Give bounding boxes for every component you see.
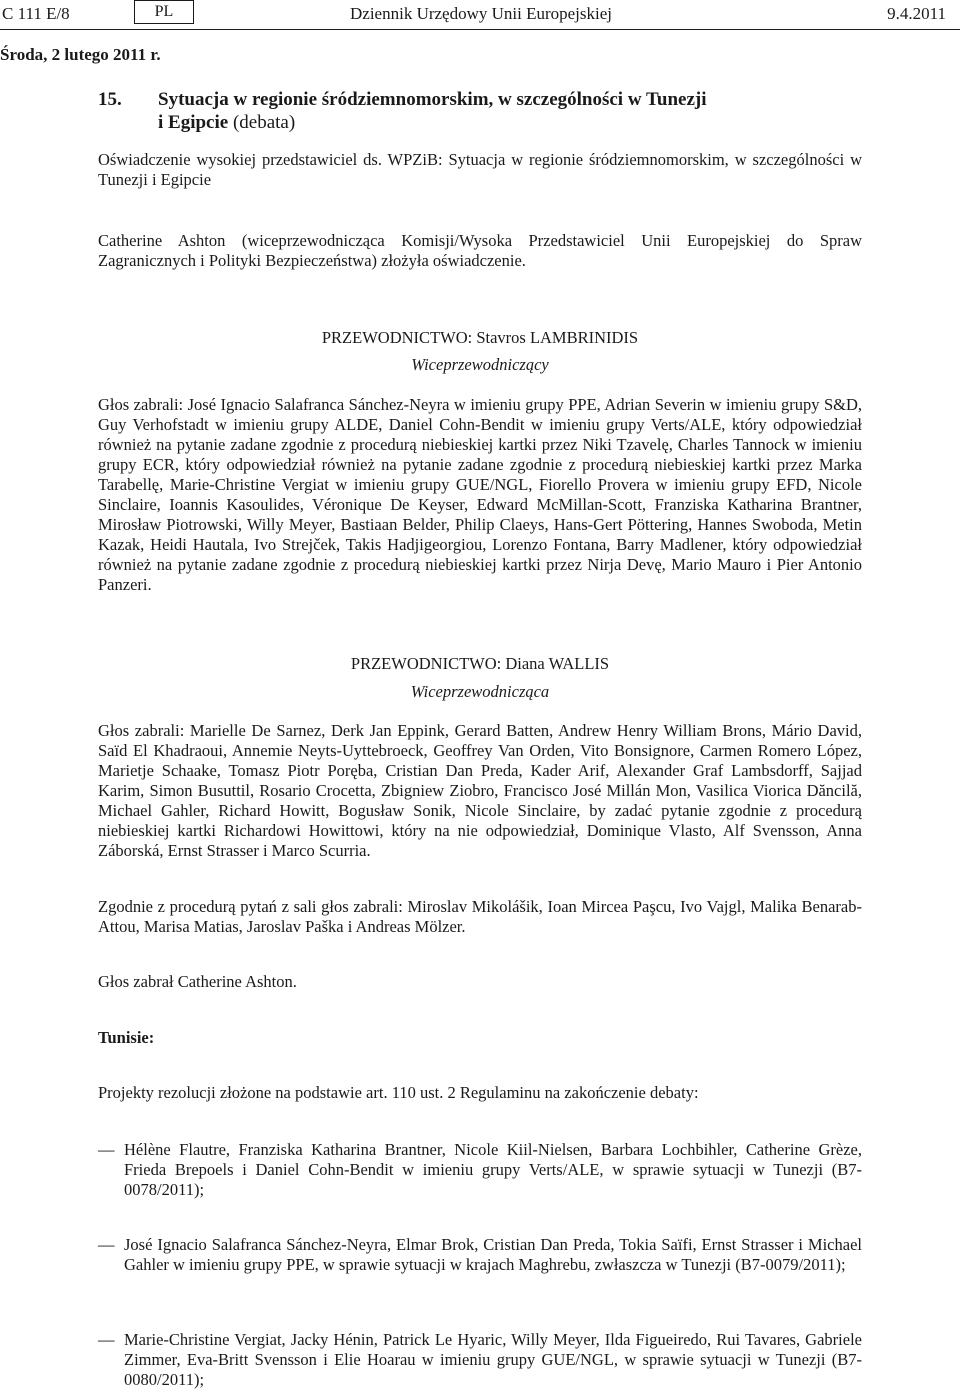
resolution-item (98, 1330, 862, 1390)
ashton-final-paragraph: Głos zabrał Catherine Ashton. (98, 972, 297, 991)
sitting-date: Środa, 2 lutego 2011 r. (0, 45, 161, 64)
ashton-statement-paragraph: Catherine Ashton (wiceprzewodnicząca Komisji/Wysoka Przedstawiciel Unii Europejskiej do Spraw Zagranicznych i Polityki Bezpieczeństwa) złożyła oświadczenie. (98, 231, 862, 270)
page-header (0, 0, 960, 30)
speakers-paragraph-1: Głos zabrali: José Ignacio Salafranca Sánchez-Neyra w imieniu grupy PPE, Adrian Severin w imieniu grupy S&D, Guy Verhofstadt w imieniu grupy ALDE, Daniel Cohn-Bendit w imieniu grupy Verts/ALE, który odpowiedział również na pytanie zadane zgodnie z procedurą niebieskiej kartki przez Niki Tzavelę, Charles Tannock w imieniu grupy ECR, który odpowiedział również na pytanie zadane zgodnie z procedurą niebieskiej kartki przez Marka Tarabellę, Marie-Christine Vergiat w imieniu grupy GUE/NGL, Fiorello Provera w imieniu grupy EFD, Nicole Sinclaire, Ioannis Kasoulides, Véronique De Keyser, Edward McMillan-Scott, Franziska Katharina Brantner, Mirosław Piotrowski, Willy Meyer, Bastiaan Belder, Philip Claeys, Hans-Gert Pöttering, Hannes Swoboda, Metin Kazak, Heidi Hautala, Ivo Strejček, Takis Hadjigeorgiou, Lorenzo Fontana, Barry Madlener, który odpowiedział również na pytanie zadane zgodnie z procedurą niebieskiej kartki przez Nirja Devę, Mario Mauro i Pier Antonio Panzeri. (98, 395, 862, 594)
resolutions-intro: Projekty rezolucji złożone na podstawie art. 110 ust. 2 Regulaminu na zakończenie debaty: (98, 1083, 699, 1102)
section-number: 15. (98, 89, 122, 110)
section-heading (98, 88, 878, 134)
section-title-line2: i Egipcie (158, 112, 229, 133)
catch-the-eye-paragraph: Zgodnie z procedurą pytań z sali głos zabrali: Miroslav Mikolášik, Ioan Mircea Paşcu, Ivo Vajgl, Malika Benarab-Attou, Marisa Matias, Jaroslav Paška i Andreas Mölzer. (98, 897, 862, 936)
resolution-item (98, 1140, 862, 1200)
resolution-text: Marie-Christine Vergiat, Jacky Hénin, Patrick Le Hyaric, Willy Meyer, Ilda Figueiredo, Rui Tavares, Gabriele Zimmer, Eva-Britt Svensson i Elie Hoarau w imieniu grupy GUE/NGL, w sprawie sytuacji w Tunezji (B7-0080/2011); (124, 1330, 862, 1389)
section-title-suffix: (debata) (228, 112, 296, 133)
resolution-text: Hélène Flautre, Franziska Katharina Brantner, Nicole Kiil-Nielsen, Barbara Lochbihler, Catherine Grèze, Frieda Brepoels i Daniel Cohn-Bendit w imieniu grupy Verts/ALE, w sprawie sytuacji w Tunezji (B7-0078/2011); (124, 1140, 862, 1199)
publication-date: 9.4.2011 (887, 4, 946, 23)
chair-heading-2: PRZEWODNICTWO: Diana WALLIS (350, 654, 610, 673)
section-title-line1: Sytuacja w regionie śródziemnomorskim, w szczególności w Tunezji (158, 89, 707, 110)
chair-heading-1: PRZEWODNICTWO: Stavros LAMBRINIDIS (321, 328, 639, 347)
language-box: PL (134, 0, 194, 24)
chair-role-1: Wiceprzewodniczący (411, 355, 549, 374)
resolution-item (98, 1235, 862, 1275)
header-divider (0, 29, 960, 30)
dash-bullet: — (98, 1235, 115, 1254)
journal-title: Dziennik Urzędowy Unii Europejskiej (350, 4, 613, 23)
speakers-paragraph-2: Głos zabrali: Marielle De Sarnez, Derk Jan Eppink, Gerard Batten, Andrew Henry William Brons, Mário David, Saïd El Khadraoui, Annemie Neyts-Uyttebroeck, Geoffrey Van Orden, Vito Bonsignore, Carmen Romero López, Marietje Schaake, Tomasz Piotr Poręba, Cristian Dan Preda, Kader Arif, Alexander Graf Lambsdorff, Sajjad Karim, Simon Busuttil, Rosario Crocetta, Zbigniew Ziobro, Francisco José Millán Mon, Vasilica Viorica Dăncilă, Michael Gahler, Richard Howitt, Bogusław Sonik, Nicole Sinclaire, by zadać pytanie zgodnie z procedurą niebieskiej kartki Richardowi Howittowi, który na nie odpowiedział, Dominique Vlasto, Alf Svensson, Anna Záborská, Ernst Strasser i Marco Scurria. (98, 721, 862, 860)
chair-role-2: Wiceprzewodnicząca (410, 682, 550, 701)
tunisia-heading: Tunisie: (98, 1028, 155, 1047)
dash-bullet: — (98, 1330, 115, 1349)
journal-reference: C 111 E/8 (2, 4, 70, 23)
dash-bullet: — (98, 1140, 115, 1159)
resolution-text: José Ignacio Salafranca Sánchez-Neyra, Elmar Brok, Cristian Dan Preda, Tokia Saïfi, Ernst Strasser i Michael Gahler w imieniu grupy PPE, w sprawie sytuacji w krajach Maghrebu, zwłaszcza w Tunezji (B7-0079/2011); (124, 1235, 862, 1274)
statement-paragraph: Oświadczenie wysokiej przedstawiciel ds. WPZiB: Sytuacja w regionie śródziemnomorskim, w szczególności w Tunezji i Egipcie (98, 150, 862, 189)
